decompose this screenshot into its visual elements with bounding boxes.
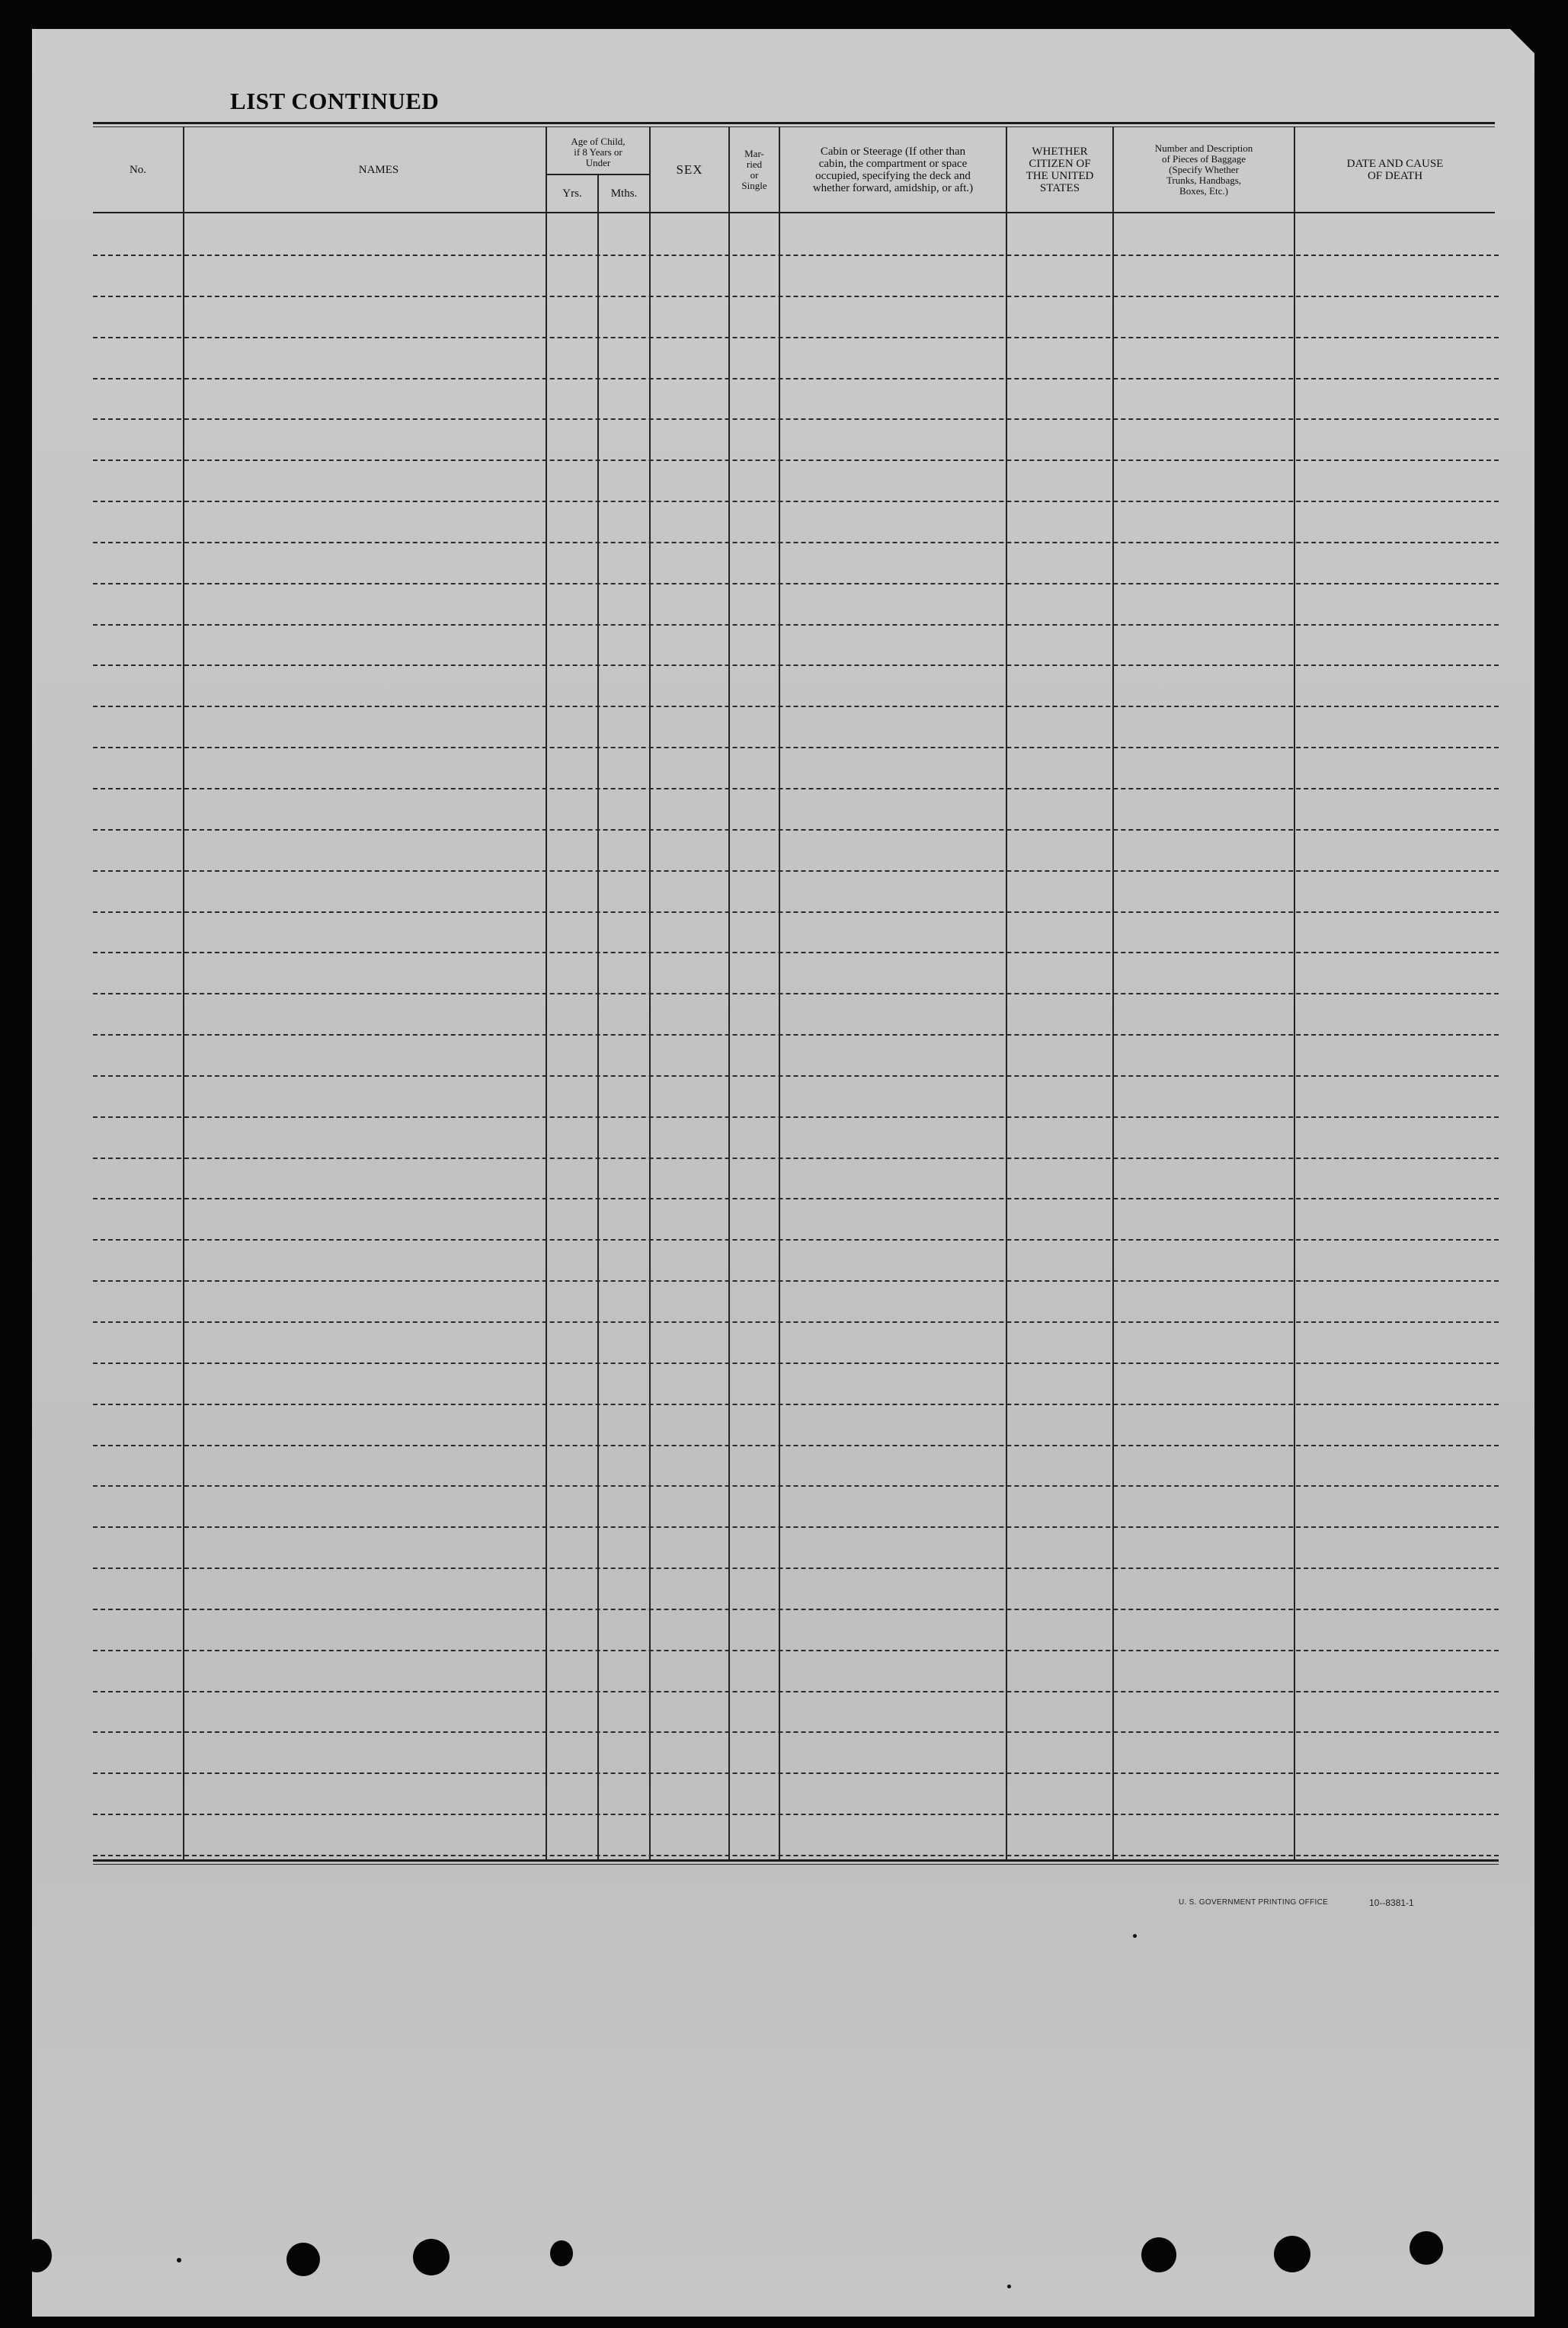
column-header-baggage: Number and Description of Pieces of Baggage (Specify Whether Trunks, Handbags, Boxes, Etc.) — [1154, 142, 1253, 197]
row-line — [93, 1075, 1499, 1077]
ink-speck — [177, 2258, 181, 2262]
row-line — [93, 418, 1499, 420]
punch-hole — [1274, 2236, 1310, 2272]
row-line — [93, 829, 1499, 831]
row-line — [93, 1363, 1499, 1364]
column-header-age-years: Yrs. — [562, 187, 582, 200]
row-line — [93, 296, 1499, 297]
column-header-death: DATE AND CAUSE OF DEATH — [1346, 158, 1444, 182]
header-rule-top-thin — [93, 126, 1495, 127]
column-header-age: Age of Child, if 8 Years or Under — [571, 136, 626, 168]
row-line — [93, 1609, 1499, 1610]
row-line — [93, 1158, 1499, 1159]
row-line — [93, 1280, 1499, 1282]
row-line — [93, 911, 1499, 913]
row-line — [93, 993, 1499, 994]
row-line — [93, 337, 1499, 338]
form-heading: LIST CONTINUED — [230, 88, 440, 114]
row-line — [93, 706, 1499, 707]
column-header-age-months: Mths. — [610, 187, 638, 200]
row-line — [93, 1567, 1499, 1569]
row-line — [93, 1650, 1499, 1651]
row-line — [93, 378, 1499, 379]
row-line — [93, 1691, 1499, 1692]
form-page — [32, 29, 1534, 2317]
column-divider — [597, 174, 599, 1861]
row-line — [93, 1198, 1499, 1199]
edge-damage — [21, 2239, 52, 2272]
row-line — [93, 870, 1499, 872]
column-header-sex: SEX — [676, 162, 703, 177]
punch-hole — [286, 2243, 320, 2276]
table-rule-bottom — [93, 1859, 1499, 1862]
row-line — [93, 1485, 1499, 1487]
punch-hole — [1141, 2237, 1176, 2272]
row-line — [93, 788, 1499, 789]
column-header-married: Mar- ried or Single — [741, 148, 767, 191]
row-line — [93, 583, 1499, 584]
header-rule-top — [93, 122, 1495, 124]
row-line — [93, 1855, 1499, 1856]
column-header-no: No. — [129, 164, 147, 176]
ink-speck — [1133, 1934, 1137, 1938]
row-line — [93, 1321, 1499, 1323]
row-line — [93, 1116, 1499, 1118]
folded-corner — [1510, 29, 1568, 90]
row-line — [93, 1034, 1499, 1036]
header-rule-bottom — [93, 212, 1495, 213]
row-line — [93, 952, 1499, 953]
row-line — [93, 255, 1499, 256]
column-header-citizen: WHETHER CITIZEN OF THE UNITED STATES — [1026, 146, 1094, 194]
row-line — [93, 542, 1499, 543]
row-line — [93, 1772, 1499, 1774]
form-number: 10--8381-1 — [1369, 1897, 1414, 1908]
row-line — [93, 460, 1499, 461]
row-line — [93, 1445, 1499, 1446]
row-line — [93, 1526, 1499, 1528]
row-line — [93, 664, 1499, 666]
row-line — [93, 1731, 1499, 1733]
table-rule-bottom-thin — [93, 1864, 1499, 1865]
column-header-cabin: Cabin or Steerage (If other than cabin, the compartment or space occupied, specifying the deck and whether forward, amidship, or aft.) — [812, 146, 974, 194]
ink-speck — [1007, 2285, 1011, 2288]
punch-hole — [413, 2239, 450, 2275]
row-line — [93, 747, 1499, 748]
row-line — [93, 1239, 1499, 1241]
column-header-names: NAMES — [358, 164, 399, 176]
printing-office-imprint: U. S. GOVERNMENT PRINTING OFFICE — [1179, 1898, 1329, 1907]
punch-hole — [550, 2240, 573, 2266]
row-line — [93, 1404, 1499, 1405]
punch-hole — [1410, 2231, 1443, 2265]
row-line — [93, 1814, 1499, 1815]
row-line — [93, 501, 1499, 502]
row-line — [93, 624, 1499, 626]
